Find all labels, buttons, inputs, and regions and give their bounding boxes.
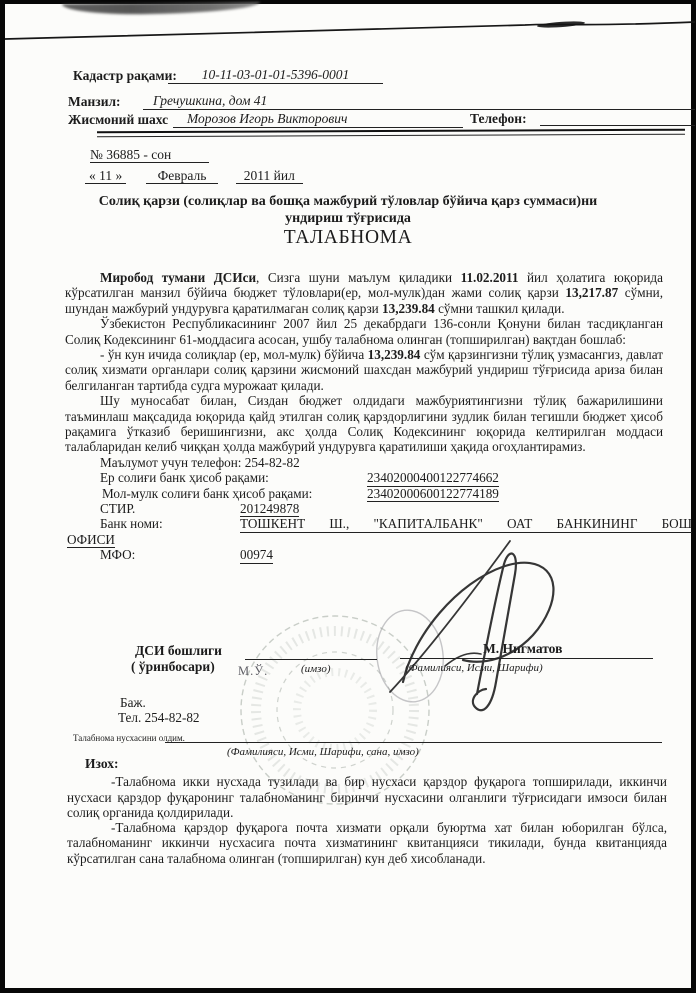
mfo-row bbox=[65, 547, 663, 562]
pencil-oval bbox=[372, 606, 449, 705]
name-line bbox=[400, 658, 653, 659]
phone-label: Телефон: bbox=[470, 111, 527, 126]
property-account-label: Мол-мулк солиғи банк ҳисоб рақами: bbox=[102, 485, 313, 501]
scan-artifact-line bbox=[5, 22, 695, 39]
name-caption: (Фамилияси, Исми, Шарифи) bbox=[405, 662, 543, 674]
signature-line bbox=[245, 659, 377, 660]
receipt-line bbox=[165, 742, 662, 743]
property-account-value: 23402000600122774189 bbox=[367, 485, 499, 501]
receipt-text: Талабнома нусхасини олдим. bbox=[73, 733, 185, 743]
bank-name-value: ТОШКЕНТ Ш., "КАПИТАЛБАНК" ОАТ БАНКИНИНГ БОШ bbox=[240, 516, 692, 532]
phone-value-blank bbox=[540, 111, 695, 126]
paragraph-3: - ўн кун ичида солиқлар (ер, мол-мулк) бўйича 13,239.84 сўм қарзингизни тўлиқ узмасангиз, давлат солиқ хизмати органлари солиқ қарзини жисмоний шахсдан мажбурий ундириш тўғрисида ариза билан белгиланган тартибда судга мурожаат қилади. bbox=[65, 347, 663, 393]
person-label: Жисмоний шахс bbox=[68, 112, 169, 127]
signer-name: М. Нигматов bbox=[483, 641, 563, 656]
address-label: Манзил: bbox=[68, 94, 121, 109]
bank-name-cont-row bbox=[65, 532, 663, 547]
cadastre-label: Кадастр рақами: bbox=[73, 68, 177, 83]
cadastre-value: 10-11-03-01-01-5396-0001 bbox=[168, 67, 383, 84]
address-row bbox=[68, 93, 268, 111]
bank-name-label: Банк номи: bbox=[100, 516, 163, 532]
tin-label: СТИР. bbox=[100, 501, 136, 517]
note-paragraph-1: -Талабнома икки нусхада тузилади ва бир нусхаси қарздор фуқарога топширилади, иккинчи нусхаси қарздор фуқаронинг талабноманинг биринчи нусхасини олганлиги тўғрисидаги имзоси билан солиқ органида қолдирилади. bbox=[67, 774, 667, 820]
title-line-1: Солиқ қарзи (солиқлар ва бошқа мажбурий тўловлар бўйича қарз суммаси)ни bbox=[98, 194, 598, 209]
paragraph-1: Миробод тумани ДСИси, Сизга шуни маълум қиладики 11.02.2011 йил ҳолатига юқорида кўрсатилган манзил бўйича бюджет тўловлари(ер, мол-мулк)дан жами солиқ қарзи 13,217.87 сўмни, шундан мажбурий ундурувга қаратилмаган солиқ қарзи 13,239.84 сўмни ташкил қилади. bbox=[65, 270, 663, 316]
paragraph-2: Ўзбекистон Республикасининг 2007 йил 25 декабрдаги 136-сонли Қонуни билан тасдиқланган Солиқ Кодексининг 61-моддасига асосан, ушбу талабнома олинган (топширилган) вақтдан бошлаб: bbox=[65, 316, 663, 347]
person-row bbox=[68, 111, 527, 129]
mfo-value: 00974 bbox=[240, 547, 273, 563]
tin-value: 201249878 bbox=[240, 501, 300, 517]
address-value: Гречушкина, дом 41 bbox=[143, 93, 695, 110]
document-title bbox=[5, 194, 691, 247]
info-phone: Маълумот учун телефон: 254-82-82 bbox=[100, 454, 300, 470]
title-line-2: ундириш тўғрисида bbox=[285, 210, 411, 226]
bank-name-value-cont: ОФИСИ bbox=[67, 531, 115, 547]
doc-number: № 36885 - сон bbox=[90, 147, 209, 163]
scan-artifact-blob bbox=[537, 20, 585, 29]
signer-position-1: ДСИ бошлиги bbox=[135, 643, 222, 658]
doc-date bbox=[85, 168, 303, 184]
signature-caption: (имзо) bbox=[301, 663, 331, 675]
notes-heading: Изох: bbox=[85, 756, 119, 771]
document-heading: ТАЛАБНОМА bbox=[283, 227, 413, 248]
document-page bbox=[5, 4, 691, 988]
note-paragraph-2: -Талабнома қарздор фуқарога почта хизмати орқали буюртма хат билан юборилган бўлса, талабноманинг иккинчи нусхасига почта хизматининг квитанцияси тикилади, бунда квитанцияда кўрсатилган сана талабнома олинган (топширилган) кун деб хисобланади. bbox=[67, 820, 667, 866]
person-value: Морозов Игорь Викторович bbox=[173, 111, 463, 128]
paragraph-4: Шу муносабат билан, Сиздан бюджет олдидаги мажбуриятингизни тўлиқ бажарилишини таъминлаш мақсадида юқорида қайд этилган солиқ қарздорлигини зудлик билан тегишли бюджет ҳисоб рақамига ўтказиб беришингизни, акс ҳолда Солиқ Кодексининг юқорида келтирилган моддаси талабларидан келиб чиққан ҳолда мажбурий ундурувга қаратилиши ҳақида огоҳлантирамиз. bbox=[65, 393, 663, 455]
signer-position-2: ( ўринбосари) bbox=[131, 659, 215, 674]
seal-place-mark: М.Ў. bbox=[238, 664, 269, 678]
mfo-label: МФО: bbox=[100, 547, 136, 563]
info-phone-row bbox=[65, 455, 663, 470]
doc-date-year: 2011 йил bbox=[236, 168, 303, 184]
receipt-caption: (Фамилияси, Исми, Шарифи, сана, имзо) bbox=[227, 746, 419, 758]
notes-section bbox=[67, 756, 667, 866]
doc-date-day: « 11 » bbox=[85, 168, 126, 184]
land-account-value: 23402000400122774662 bbox=[367, 470, 499, 486]
bank-name-row bbox=[65, 516, 692, 532]
executor-abbrev: Баж. bbox=[120, 695, 146, 710]
cadastre-row bbox=[73, 67, 350, 85]
land-account-label: Ер солиғи банк ҳисоб рақами: bbox=[100, 470, 269, 486]
doc-date-month: Февраль bbox=[146, 168, 219, 184]
body-text bbox=[65, 270, 692, 563]
header-divider bbox=[97, 129, 685, 138]
scan-smudge bbox=[62, 2, 260, 15]
land-account-row bbox=[65, 470, 663, 485]
executor-phone: Тел. 254-82-82 bbox=[118, 710, 200, 725]
tin-row bbox=[65, 501, 663, 516]
property-account-row bbox=[65, 486, 663, 501]
